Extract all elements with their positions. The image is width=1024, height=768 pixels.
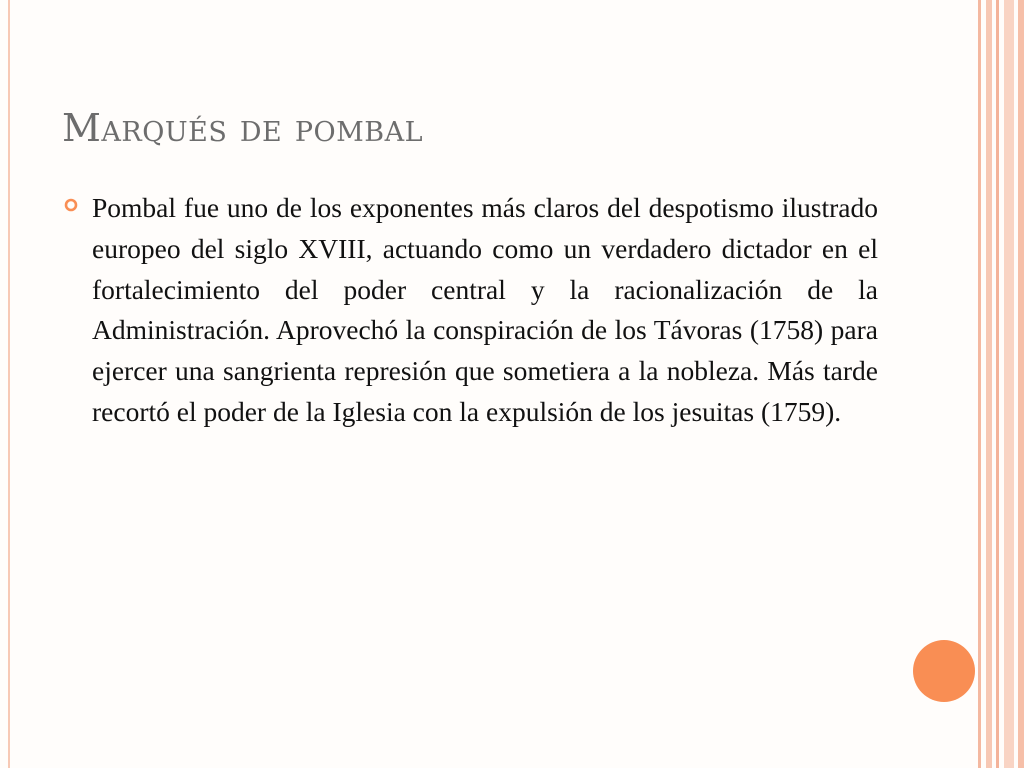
circle-bullet-icon [64,198,78,212]
slide-title: Marqués de pombal [62,106,424,150]
stripe [1018,0,1024,768]
bullet-text: Pombal fue uno de los exponentes más claros del despotismo ilustrado europeo del siglo XVIII, actuando como un verdadero dictador en el fortalecimiento del poder central y la racionalización de la Administración. Aprovechó la conspiración de los Távoras (1758) para ejercer una sangrienta represión que sometiera a la nobleza. Más tarde recortó el poder de la Iglesia con la expulsión de los jesuitas (1759). [92,192,878,427]
left-border-line [8,0,10,768]
orange-circle-decoration [913,640,975,702]
stripe [1004,0,1014,768]
stripe [978,0,981,768]
stripe [996,0,999,768]
right-decorative-stripes [978,0,1024,768]
bullet-item [62,188,878,433]
stripe [986,0,992,768]
slide-content [62,188,878,433]
